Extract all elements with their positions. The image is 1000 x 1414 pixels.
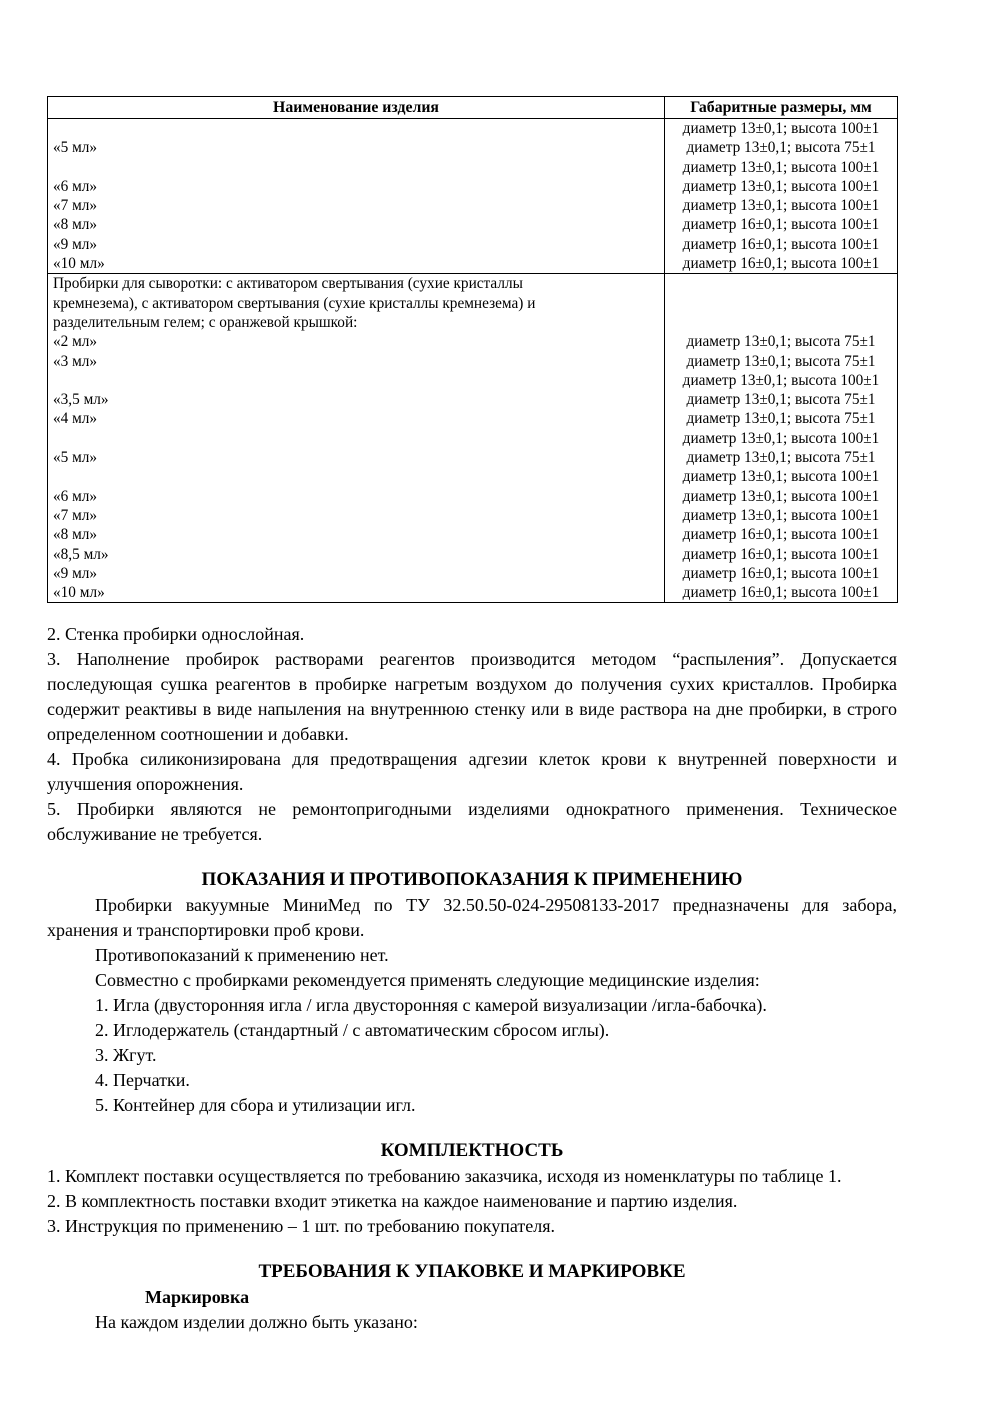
section2-names-cell xyxy=(48,274,665,603)
recommended-devices-list xyxy=(47,993,897,1118)
section1-dimensions-cell xyxy=(665,119,898,274)
table-section-serum-tubes xyxy=(48,274,898,603)
product-dimension: диаметр 16±0,1; высота 100±1 xyxy=(682,235,880,253)
product-name: «9 мл» xyxy=(53,564,98,582)
indications-paragraph-contraindications: Противопоказаний к применению нет. xyxy=(95,945,389,966)
product-dimension: диаметр 13±0,1; высота 75±1 xyxy=(686,352,876,370)
product-name xyxy=(48,467,664,486)
product-dimension: диаметр 13±0,1; высота 100±1 xyxy=(682,487,880,505)
product-dimension: диаметр 13±0,1; высота 100±1 xyxy=(682,158,880,176)
product-name: «7 мл» xyxy=(53,506,98,524)
table-section-vacuum-tubes xyxy=(48,119,898,274)
section-heading-indications: ПОКАЗАНИЯ И ПРОТИВОПОКАЗАНИЯ К ПРИМЕНЕНИЮ xyxy=(201,869,743,891)
empty-dimension-line xyxy=(665,313,897,332)
product-dimension: диаметр 13±0,1; высота 75±1 xyxy=(686,391,876,409)
section2-dimensions-cell xyxy=(665,274,898,603)
serum-tubes-description-line: Пробирки для сыворотки: с активатором свертывания (сухие кристаллы xyxy=(53,275,523,293)
product-dimension: диаметр 13±0,1; высота 100±1 xyxy=(682,506,880,524)
feature-item-4: 4. Пробка силиконизирована для предотвращения адгезии клеток крови к внутренней поверхности и улучшения опорожнения. xyxy=(47,749,897,795)
product-name: «5 мл» xyxy=(53,139,98,157)
indications-paragraph-purpose: Пробирки вакуумные МиниМед по ТУ 32.50.50-024-29508133-2017 предназначены для забора, хранения и транспортировки проб крови. xyxy=(47,895,897,941)
product-dimensions-table xyxy=(47,96,898,603)
product-dimension: диаметр 13±0,1; высота 100±1 xyxy=(682,371,880,389)
product-name xyxy=(48,429,664,448)
product-name: «6 мл» xyxy=(53,177,98,195)
product-dimension: диаметр 16±0,1; высота 100±1 xyxy=(682,584,880,602)
document-content xyxy=(47,96,897,1335)
product-dimension: диаметр 13±0,1; высота 75±1 xyxy=(686,333,876,351)
product-name: «10 мл» xyxy=(53,584,105,602)
product-dimension: диаметр 13±0,1; высота 75±1 xyxy=(686,449,876,467)
product-name: «8 мл» xyxy=(53,216,98,234)
product-name: «7 мл» xyxy=(53,197,98,215)
product-name: «3,5 мл» xyxy=(53,391,109,409)
product-dimension: диаметр 13±0,1; высота 100±1 xyxy=(682,429,880,447)
recommended-device-item: 3. Жгут. xyxy=(95,1045,157,1066)
product-dimension: диаметр 13±0,1; высота 100±1 xyxy=(682,197,880,215)
product-name: «9 мл» xyxy=(53,235,98,253)
marking-intro-paragraph: На каждом изделии должно быть указано: xyxy=(95,1312,418,1333)
product-dimension: диаметр 16±0,1; высота 100±1 xyxy=(682,564,880,582)
completeness-paragraph-1: 1. Комплект поставки осуществляется по требованию заказчика, исходя из номенклатуры по таблице 1. xyxy=(47,1166,842,1187)
indications-paragraph-recommended: Совместно с пробирками рекомендуется применять следующие медицинские изделия: xyxy=(95,970,760,991)
serum-tubes-description-line: разделительным гелем; с оранжевой крышкой: xyxy=(53,313,358,331)
product-name: «3 мл» xyxy=(53,352,98,370)
product-dimension: диаметр 13±0,1; высота 75±1 xyxy=(686,410,876,428)
section-heading-packaging: ТРЕБОВАНИЯ К УПАКОВКЕ И МАРКИРОВКЕ xyxy=(258,1261,686,1283)
product-name: «8,5 мл» xyxy=(53,545,109,563)
product-name: «6 мл» xyxy=(53,487,98,505)
product-name: «5 мл» xyxy=(53,449,98,467)
completeness-paragraph-2: 2. В комплектность поставки входит этикетка на каждое наименование и партию изделия. xyxy=(47,1191,738,1212)
product-name: «2 мл» xyxy=(53,333,98,351)
product-name: «10 мл» xyxy=(53,255,105,273)
product-dimension: диаметр 16±0,1; высота 100±1 xyxy=(682,255,880,273)
feature-item-3: 3. Наполнение пробирок растворами реагентов производится методом “распыления”. Допускается последующая сушка реагентов в пробирке нагретым воздухом до получения сухих кристаллов. Пробирка содержит реактивы в виде напыления на внутреннюю стенку или в виде раствора на дне пробирки, в строго определенном соотношении и добавки. xyxy=(47,649,897,745)
empty-dimension-line xyxy=(665,274,897,293)
recommended-device-item: 4. Перчатки. xyxy=(95,1070,190,1091)
recommended-device-item: 5. Контейнер для сбора и утилизации игл. xyxy=(95,1095,416,1116)
empty-dimension-line xyxy=(665,294,897,313)
product-dimension: диаметр 13±0,1; высота 75±1 xyxy=(686,139,876,157)
product-dimension: диаметр 16±0,1; высота 100±1 xyxy=(682,216,880,234)
section-heading-completeness: КОМПЛЕКТНОСТЬ xyxy=(380,1140,564,1162)
feature-item-5: 5. Пробирки являются не ремонтопригодными изделиями однократного применения. Техническое обслуживание не требуется. xyxy=(47,799,897,845)
product-name: «4 мл» xyxy=(53,410,98,428)
product-dimension: диаметр 13±0,1; высота 100±1 xyxy=(682,120,880,137)
table-header-product-name: Наименование изделия xyxy=(48,97,665,119)
product-dimension: диаметр 16±0,1; высота 100±1 xyxy=(682,526,880,544)
table-header-dimensions: Габаритные размеры, мм xyxy=(665,97,898,119)
serum-tubes-description-line: кремнезема), с активатором свертывания (сухие кристаллы кремнезема) и xyxy=(53,294,536,312)
product-name: «8 мл» xyxy=(53,526,98,544)
product-dimension: диаметр 16±0,1; высота 100±1 xyxy=(682,545,880,563)
product-dimension: диаметр 13±0,1; высота 100±1 xyxy=(682,177,880,195)
product-name xyxy=(48,119,664,138)
marking-subheading: Маркировка xyxy=(145,1287,250,1308)
recommended-device-item: 2. Иглодержатель (стандартный / с автоматическим сбросом иглы). xyxy=(95,1020,610,1041)
section1-names-cell xyxy=(48,119,665,274)
product-dimension: диаметр 13±0,1; высота 100±1 xyxy=(682,468,880,486)
feature-item-2: 2. Стенка пробирки однослойная. xyxy=(47,624,305,645)
product-name xyxy=(48,371,664,390)
product-name xyxy=(48,158,664,177)
table-header-row xyxy=(48,97,898,119)
design-features-block xyxy=(47,622,897,847)
completeness-paragraph-3: 3. Инструкция по применению – 1 шт. по требованию покупателя. xyxy=(47,1216,555,1237)
recommended-device-item: 1. Игла (двусторонняя игла / игла двусторонняя с камерой визуализации /игла-бабочка). xyxy=(95,995,767,1016)
